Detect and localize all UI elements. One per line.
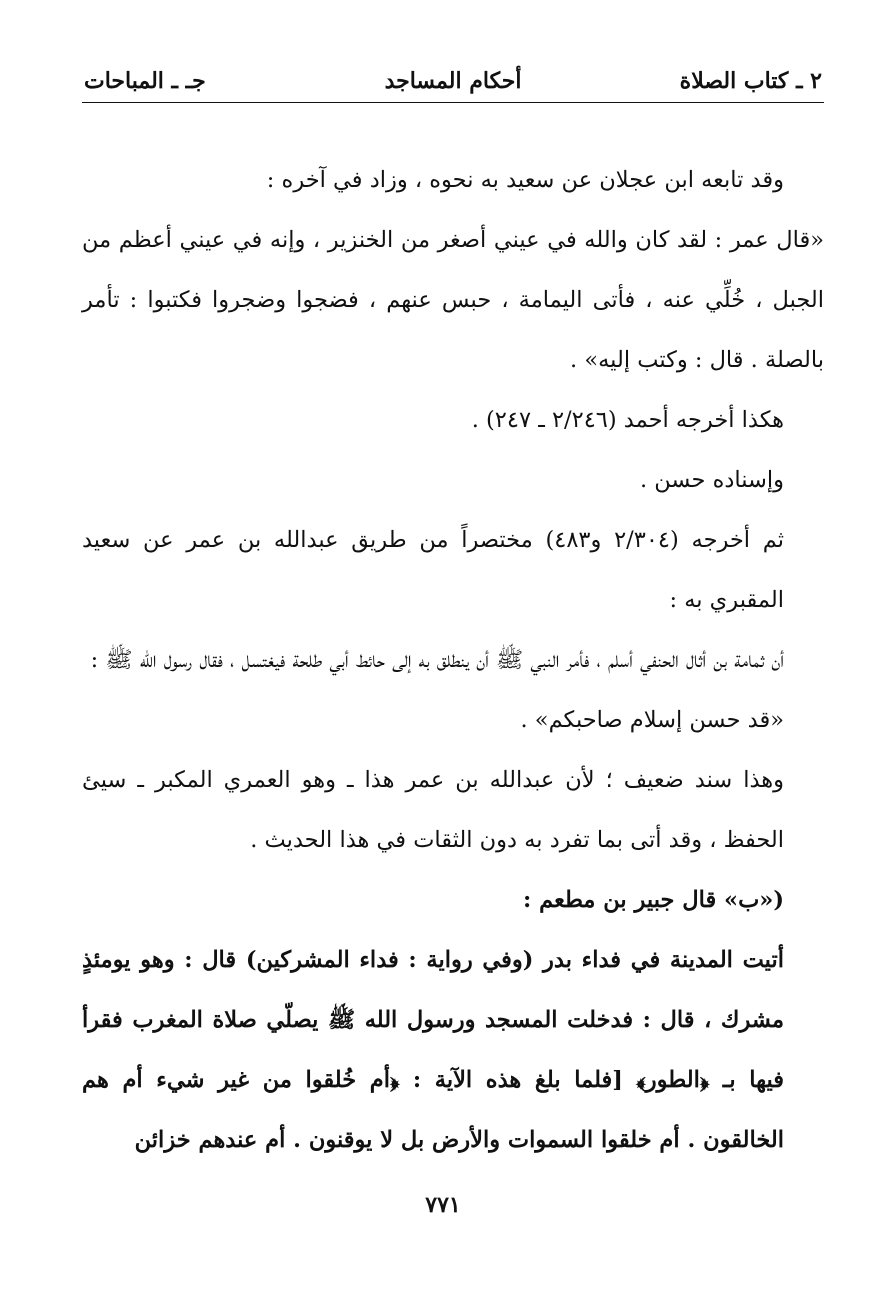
paragraph-9-heading: («ب» قال جبير بن مطعم : — [522, 887, 784, 913]
paragraph-10: أتيت المدينة في فداء بدر (وفي رواية : فداء المشركين) قال : وهو يومئذٍ مشرك ، قال : فدخلت المسجد ورسول الله ﷺ يصلّي صلاة المغرب فقرأ فيها بـ ﴿الطور﴾ [فلما بلغ هذه الآية : ﴿أم خُلقوا من غير شيء أم هم الخالقون . أم خلقوا السموات والأرض بل لا يوقنون . أم عندهم خزائن — [82, 947, 784, 1153]
header-section: أحكام المساجد — [384, 68, 522, 94]
paragraph-7: «قد حسن إسلام صاحبكم» . — [520, 707, 784, 733]
header-subsection: جـ ـ المباحات — [84, 68, 206, 94]
header-chapter: ٢ ـ كتاب الصلاة — [679, 68, 822, 94]
paragraph-4: وإسناده حسن . — [640, 467, 784, 493]
paragraph-3: هكذا أخرجه أحمد (٢/٢٤٦ ـ ٢٤٧) . — [471, 407, 784, 433]
running-header — [82, 62, 824, 103]
main-text — [82, 150, 824, 1170]
page-number: ٧٧١ — [425, 1192, 461, 1218]
paragraph-5: ثم أخرجه (٢/٣٠٤ و٤٨٣) مختصراً من طريق عبدالله بن عمر عن سعيد المقبري به : — [82, 527, 784, 613]
paragraph-8: وهذا سند ضعيف ؛ لأن عبدالله بن عمر هذا ـ وهو العمري المكبر ـ سيئ الحفظ ، وقد أتى بما تفرد به دون الثقات في هذا الحديث . — [82, 767, 784, 853]
paragraph-2: «قال عمر : لقد كان والله في عيني أصغر من الخنزير ، وإنه في عيني أعظم من الجبل ، خُلِّي عنه ، فأتى اليمامة ، حبس عنهم ، فضجوا وضجروا فكتبوا : تأمر بالصلة . قال : وكتب إليه» . — [82, 227, 824, 373]
paragraph-1: وقد تابعه ابن عجلان عن سعيد به نحوه ، وزاد في آخره : — [266, 167, 784, 193]
paragraph-6: أن ثمامة بن أثال الحنفي أسلم ، فأمر النبي ﷺ أن ينطلق به إلى حائط أبي طلحة فيغتسل ، فقال رسول الله ﷺ : — [90, 647, 784, 673]
